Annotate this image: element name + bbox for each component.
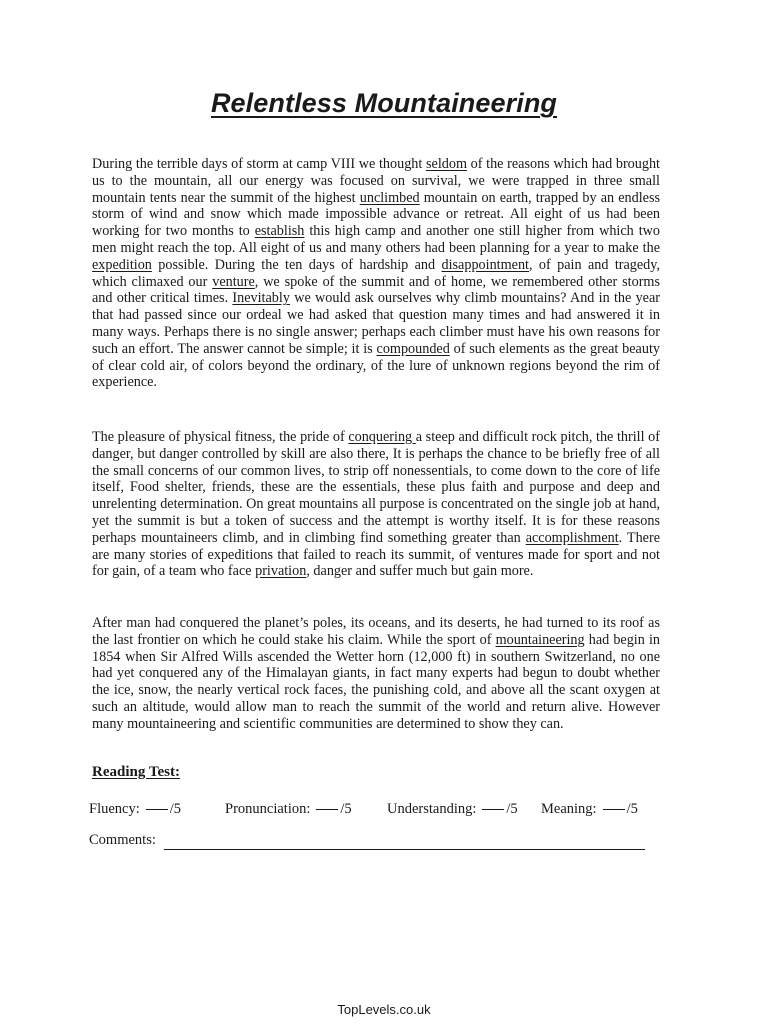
vocab-word: expedition — [92, 256, 152, 273]
reading-test-heading: Reading Test: — [92, 764, 180, 780]
vocab-word: compounded — [376, 340, 450, 357]
score-understanding — [387, 801, 518, 818]
text-run: a steep and difficult rock pitch, the thrill of danger, but danger controlled by skill are also there, It is perhaps the chance to be briefly free of all the small concerns of our common lives, to strip off nonessentials, to come down to the core of life itself, Food shelter, friends, these are the essentials, these plus faith and purpose and deep and unrelenting determination. On great mountains all purpose is concentrated on the single job at hand, yet the summit is but a token of success and the attempt is worthy itself. It is for these reasons perhaps mountaineers climb, and in climbing find something greater than — [92, 429, 660, 546]
score-max: /5 — [169, 801, 182, 817]
text-run: The pleasure of physical fitness, the pride of — [92, 429, 349, 445]
score-blank[interactable] — [316, 808, 338, 810]
vocab-word: disappointment — [441, 256, 529, 273]
vocab-word: venture — [212, 273, 255, 290]
score-max: /5 — [626, 801, 638, 817]
score-fluency — [89, 801, 181, 818]
text-run: , of pain and tragedy, which climaxed our — [92, 256, 660, 290]
vocab-word: accomplishment — [525, 529, 619, 546]
vocab-word: seldom — [426, 156, 467, 172]
vocab-word: establish — [254, 223, 305, 240]
vocab-word: unclimbed — [359, 189, 420, 206]
page-title: Relentless Mountaineering — [210, 88, 558, 118]
text-run: of the reasons which had brought us to the mountain, all our energy was focused on survival, we were trapped in three small mountain tents near the summit of the highest — [92, 156, 660, 206]
comments-label: Comments: — [89, 832, 156, 848]
paragraph-2 — [92, 429, 660, 580]
vocab-word: privation — [255, 563, 307, 580]
text-run: had begin in 1854 when Sir Alfred Wills ascended the Wetter horn (12,000 ft) in southern Switzerland, no one had yet conquered any of the Himalayan giants, in fact many experts had begun to doubt whether the ice, snow, the nearly vertical rock faces, the punishing cold, and above all the scant oxygen at such an altitude, would allow man to reach the summit of the world and return alive. However many mountaineering and scientific communities are determined to show they can. — [92, 631, 660, 732]
score-label: Understanding: — [387, 801, 477, 817]
paragraph-3 — [92, 615, 660, 733]
score-label: Fluency: — [89, 801, 140, 817]
score-blank[interactable] — [146, 808, 168, 810]
text-run: , danger and suffer much but gain more. — [306, 563, 534, 580]
text-run: this high camp and another one still higher from which two men might reach the top. All eight of us and many others had been planning for a year to make the — [92, 223, 660, 256]
score-meaning — [541, 801, 638, 818]
score-max: /5 — [506, 801, 518, 817]
footer-site-name: TopLevels.co.uk — [337, 1002, 431, 1017]
vocab-word: mountaineering — [495, 631, 585, 648]
vocab-word: Inevitably — [232, 290, 290, 307]
text-run: During the terrible days of storm at camp VIII we thought — [92, 156, 426, 172]
score-blank[interactable] — [603, 808, 625, 810]
score-blank[interactable] — [482, 808, 504, 810]
score-label: Pronunciation: — [225, 801, 311, 817]
vocab-word: conquering — [348, 429, 416, 445]
text-run: we would ask ourselves why climb mountains? And in the year that had passed since our ordeal we had asked that question many times and had answered it in many ways. Perhaps there is no single answer; perhaps each climber must have his own reasons for such an effort. The answer cannot be simple; it is — [92, 290, 660, 357]
text-run: . There are many stories of expeditions that failed to reach its summit, of ventures made for sport and not for gain, of a team who face — [92, 529, 660, 580]
text-run: of such elements as the great beauty of clear cold air, of colors beyond the ordinary, of the lure of unknown regions beyond the rim of experience. — [92, 340, 660, 391]
score-pronunciation — [225, 801, 352, 818]
text-run: After man had conquered the planet’s poles, its oceans, and its deserts, he had turned to its roof as the last frontier on which he could stake his claim. While the sport of — [92, 615, 660, 648]
text-run: mountain on earth, trapped by an endless storm of wind and snow which made impossible advance or retreat. All eight of us had been working for two months to — [92, 189, 660, 240]
comments-line[interactable] — [164, 849, 645, 850]
text-run: , we spoke of the summit and of home, we remembered other storms and other critical times. — [92, 273, 660, 307]
score-max: /5 — [340, 801, 352, 817]
paragraph-1 — [92, 156, 660, 391]
text-run: possible. During the ten days of hardship and — [151, 256, 442, 273]
score-label: Meaning: — [541, 801, 597, 817]
